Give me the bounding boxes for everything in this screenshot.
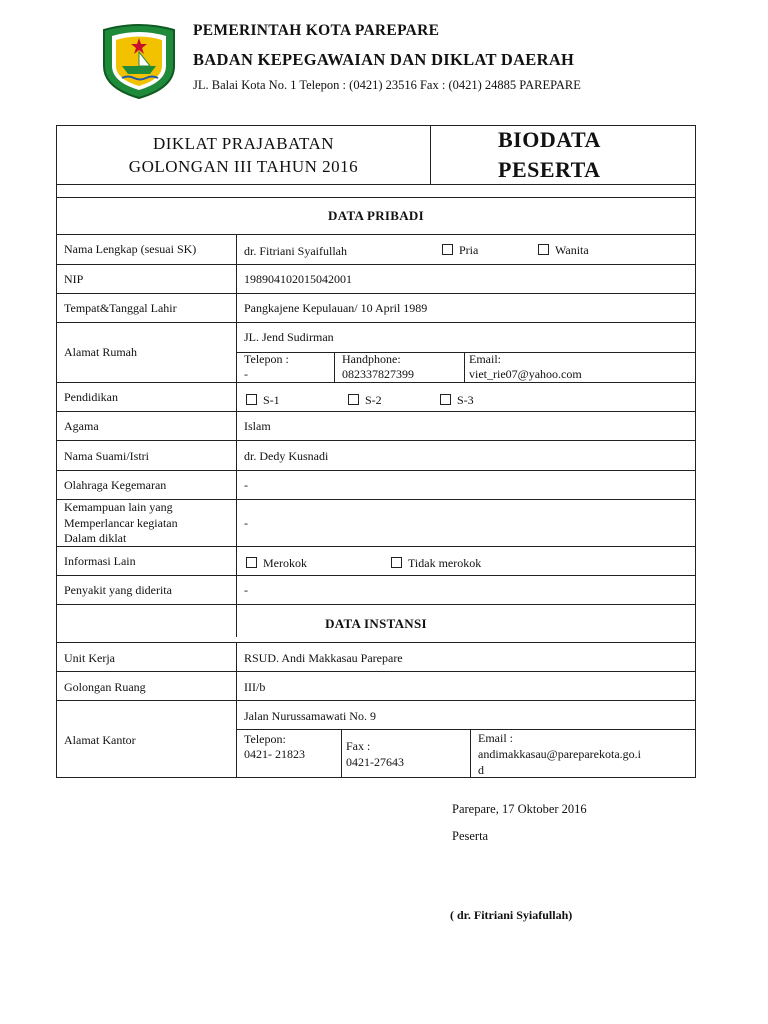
label-penyakit: Penyakit yang diderita — [64, 583, 172, 597]
program-title-line2: GOLONGAN III TAHUN 2016 — [128, 157, 359, 176]
value-kemampuan: - — [244, 516, 248, 530]
value-email-pribadi: viet_rie07@yahoo.com — [469, 367, 582, 381]
label-ttl: Tempat&Tanggal Lahir — [64, 301, 177, 315]
value-ttl: Pangkajene Kepulauan/ 10 April 1989 — [244, 301, 428, 315]
city-emblem-logo — [100, 22, 178, 100]
value-email-kantor-line1: andimakkasau@pareparekota.go.i — [478, 747, 641, 761]
label-telepon-rumah: Telepon : — [244, 352, 289, 366]
label-informasi-lain: Informasi Lain — [64, 554, 136, 568]
divider — [57, 575, 695, 576]
value-golongan: III/b — [244, 680, 266, 694]
label-nip: NIP — [64, 272, 84, 286]
checkbox-merokok[interactable]: Merokok — [246, 556, 307, 571]
checkbox-icon — [348, 394, 359, 405]
value-unit-kerja: RSUD. Andi Makkasau Parepare — [244, 651, 403, 665]
value-email-kantor-line2: d — [478, 763, 484, 777]
divider — [57, 293, 695, 294]
label-kemampuan-line1: Kemampuan lain yang — [64, 500, 173, 514]
signature-name: ( dr. Fitriani Syiafullah) — [450, 908, 573, 922]
signer-role: Peserta — [452, 829, 489, 843]
value-penyakit: - — [244, 583, 248, 597]
label-email-pribadi: Email: — [469, 352, 501, 366]
value-fax: 0421-27643 — [346, 755, 404, 769]
divider — [57, 411, 695, 412]
divider — [57, 470, 695, 471]
header-agency-name: BADAN KEPEGAWAIAN DAN DIKLAT DAERAH — [193, 50, 575, 69]
divider — [464, 352, 465, 382]
divider — [430, 126, 431, 184]
checkbox-s3[interactable]: S-3 — [440, 393, 474, 408]
value-alamat-kantor: Jalan Nurussamawati No. 9 — [244, 709, 376, 723]
checkbox-icon — [246, 394, 257, 405]
section-title-instansi: DATA INSTANSI — [325, 616, 427, 631]
value-suami-istri: dr. Dedy Kusnadi — [244, 449, 329, 463]
divider — [57, 234, 695, 235]
label-kemampuan-line2: Memperlancar kegiatan — [64, 516, 178, 530]
divider — [341, 729, 342, 778]
label-golongan: Golongan Ruang — [64, 680, 146, 694]
biodata-form — [56, 125, 696, 778]
section-title-pribadi: DATA PRIBADI — [328, 208, 424, 223]
label-olahraga: Olahraga Kegemaran — [64, 478, 167, 492]
label-pendidikan: Pendidikan — [64, 390, 118, 404]
divider — [236, 352, 695, 353]
checkbox-tidak-merokok[interactable]: Tidak merokok — [391, 556, 481, 571]
label-kemampuan-line3: Dalam diklat — [64, 531, 127, 545]
label-handphone: Handphone: — [342, 352, 401, 366]
label-alamat-kantor: Alamat Kantor — [64, 733, 136, 747]
header-address: JL. Balai Kota No. 1 Telepon : (0421) 23516 Fax : (0421) 24885 PAREPARE — [193, 78, 581, 92]
divider — [57, 382, 695, 383]
header-government-name: PEMERINTAH KOTA PAREPARE — [193, 22, 440, 39]
value-telepon-rumah: - — [244, 367, 248, 381]
value-nip: 198904102015042001 — [244, 272, 352, 286]
value-agama: Islam — [244, 419, 271, 433]
divider — [57, 197, 695, 198]
checkbox-s2[interactable]: S-2 — [348, 393, 382, 408]
checkbox-wanita[interactable]: Wanita — [538, 243, 589, 258]
value-nama: dr. Fitriani Syaifullah — [244, 244, 347, 258]
divider — [470, 729, 471, 778]
divider — [57, 440, 695, 441]
divider — [57, 700, 695, 701]
place-date: Parepare, 17 Oktober 2016 — [452, 802, 587, 816]
checkbox-icon — [442, 244, 453, 255]
value-telepon-kantor: 0421- 21823 — [244, 747, 305, 761]
divider — [236, 642, 237, 778]
divider — [57, 264, 695, 265]
label-alamat-rumah: Alamat Rumah — [64, 345, 137, 359]
checkbox-icon — [538, 244, 549, 255]
form-title-line1: BIODATA — [498, 127, 601, 152]
checkbox-icon — [440, 394, 451, 405]
label-nama: Nama Lengkap (sesuai SK) — [64, 242, 197, 256]
divider — [57, 546, 695, 547]
divider — [236, 234, 237, 637]
divider — [57, 604, 695, 605]
divider — [57, 184, 695, 185]
checkbox-s1[interactable]: S-1 — [246, 393, 280, 408]
checkbox-icon — [391, 557, 402, 568]
divider — [57, 671, 695, 672]
value-alamat-rumah: JL. Jend Sudirman — [244, 330, 334, 344]
divider — [57, 642, 695, 643]
checkbox-pria[interactable]: Pria — [442, 243, 478, 258]
value-handphone: 082337827399 — [342, 367, 414, 381]
label-unit-kerja: Unit Kerja — [64, 651, 115, 665]
form-title-line2: PESERTA — [498, 157, 601, 182]
program-title-line1: DIKLAT PRAJABATAN — [152, 134, 335, 153]
label-agama: Agama — [64, 419, 99, 433]
checkbox-icon — [246, 557, 257, 568]
divider — [236, 729, 695, 730]
divider — [334, 352, 335, 382]
label-suami-istri: Nama Suami/Istri — [64, 449, 149, 463]
value-olahraga: - — [244, 478, 248, 492]
divider — [57, 322, 695, 323]
label-email-kantor: Email : — [478, 731, 513, 745]
label-fax: Fax : — [346, 739, 371, 753]
label-telepon-kantor: Telepon: — [244, 732, 286, 746]
